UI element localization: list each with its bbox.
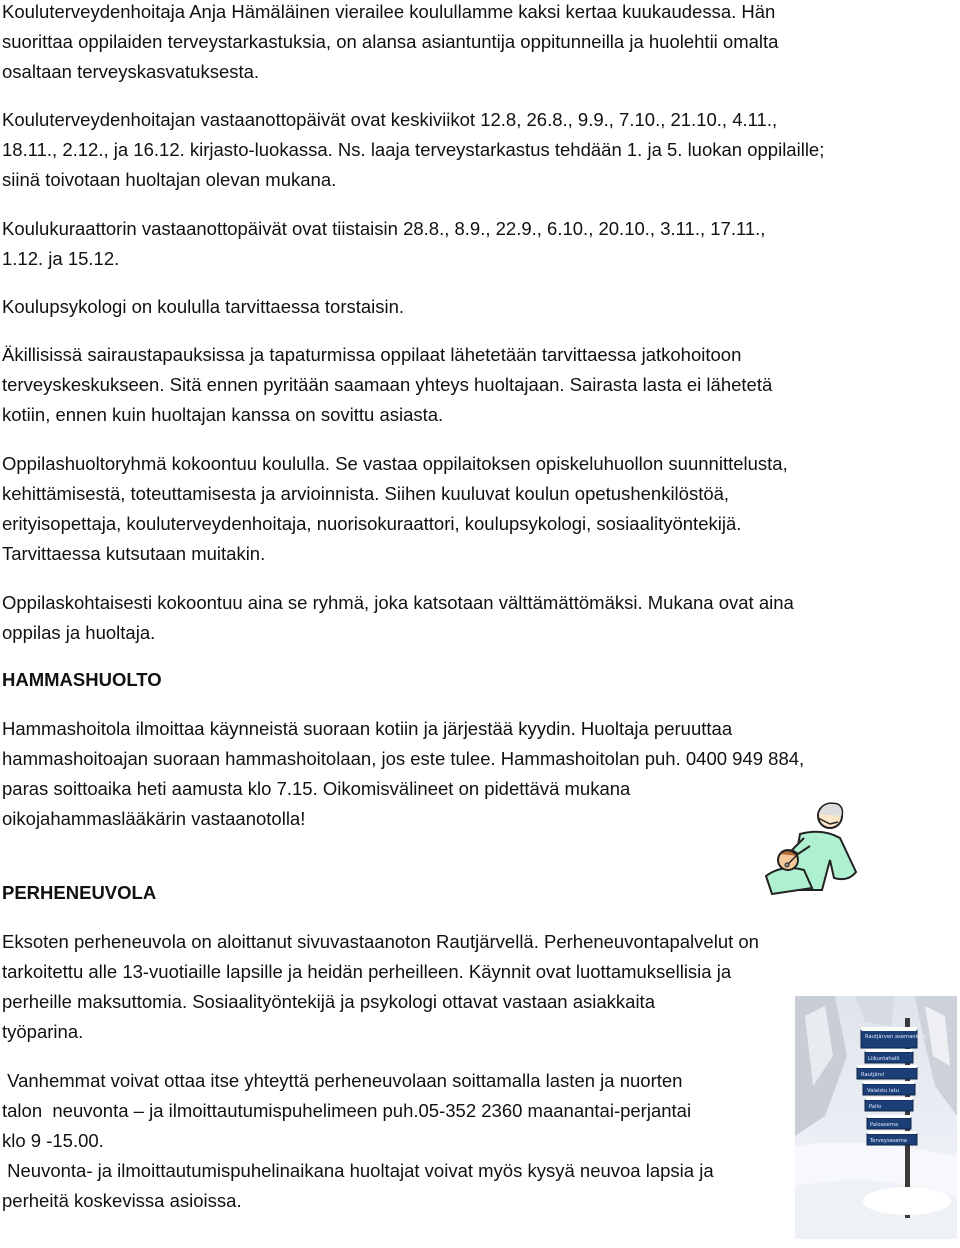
nurse-line: Kouluterveydenhoitajan vastaanottopäivät ovat keskiviikot 12.8, 26.8., 9.9., 7.10., 21.10., 4.11.,	[2, 109, 778, 130]
sign-label: Pallo	[869, 1104, 882, 1110]
dental-line: oikojahammaslääkärin vastaanotolla!	[2, 808, 306, 829]
snowy-signpost-photo-icon	[795, 996, 957, 1239]
intro-line: osaltaan terveyskasvatuksesta.	[2, 61, 260, 82]
family-line: työparina.	[2, 1021, 84, 1042]
family-line: tarkoitettu alle 13-vuotiaille lapsille ja heidän perheilleen. Käynnit ovat luottamuksellisia ja	[2, 961, 732, 982]
dentist-illustration-icon	[752, 798, 864, 902]
family-heading: PERHENEUVOLA	[2, 882, 157, 903]
dental-line: Hammashoitola ilmoittaa käynneistä suoraan kotiin ja järjestää kyydin. Huoltaja peruuttaa	[2, 718, 733, 739]
nurse-line: siinä toivotaan huoltajan olevan mukana.	[2, 169, 337, 190]
intro-line: Kouluterveydenhoitaja Anja Hämäläinen vierailee koulullamme kaksi kertaa kuukaudessa. Hän	[2, 1, 776, 22]
dental-line: paras soittoaika heti aamusta klo 7.15. Oikomisvälineet on pidettävä mukana	[2, 778, 631, 799]
nurse-line: 18.11., 2.12., ja 16.12. kirjasto-luokassa. Ns. laaja terveystarkastus tehdään 1. ja 5. luokan oppilaille;	[2, 139, 825, 160]
group-line: Tarvittaessa kutsutaan muitakin.	[2, 543, 266, 564]
intro-line: suorittaa oppilaiden terveystarkastuksia, on alansa asiantuntija oppitunneilla ja huolehtii omalta	[2, 31, 779, 52]
student-group-line: oppilas ja huoltaja.	[2, 622, 156, 643]
sign-label: Valaistu latu	[867, 1088, 900, 1094]
emergency-line: Äkillisissä sairaustapauksissa ja tapaturmissa oppilaat lähetetään tarvittaessa jatkohoitoon	[2, 344, 742, 365]
sign-label: Rautjärvi	[861, 1072, 885, 1078]
student-group-line: Oppilaskohtaisesti kokoontuu aina se ryhmä, joka katsotaan välttämättömäksi. Mukana ovat aina	[2, 592, 794, 613]
group-line: erityisopettaja, kouluterveydenhoitaja, nuorisokuraattori, koulupsykologi, sosiaalityöntekijä.	[2, 513, 742, 534]
group-line: kehittämisestä, toteuttamisesta ja arvioinnista. Siihen kuuluvat koulun opetushenkilöstöä,	[2, 483, 730, 504]
dental-heading: HAMMASHUOLTO	[2, 669, 162, 690]
curator-line: 1.12. ja 15.12.	[2, 248, 120, 269]
phone-line: perheitä koskevissa asioissa.	[2, 1190, 242, 1211]
phone-line: Neuvonta- ja ilmoittautumispuhelinaikana huoltajat voivat myös kysyä neuvoa lapsia ja	[2, 1160, 714, 1181]
parents-line: klo 9 -15.00.	[2, 1130, 104, 1151]
parents-line: talon neuvonta – ja ilmoittautumispuhelimeen puh.05-352 2360 maanantai-perjantai	[2, 1100, 692, 1121]
group-line: Oppilashuoltoryhmä kokoontuu koululla. Se vastaa oppilaitoksen opiskeluhuollon suunnittelusta,	[2, 453, 788, 474]
dental-line: hammashoitoajan suoraan hammashoitolaan, jos este tulee. Hammashoitolan puh. 0400 949 884,	[2, 748, 805, 769]
sign-label: Terveysasema	[870, 1138, 907, 1144]
sign-label: Liikuntahalli	[868, 1056, 900, 1062]
sign-label: Rautjärven asemankylä	[865, 1034, 927, 1040]
sign-label: Paloasema	[870, 1122, 898, 1128]
family-line: Eksoten perheneuvola on aloittanut sivuvastaanoton Rautjärvellä. Perheneuvontapalvelut on	[2, 931, 759, 952]
family-line: perheille maksuttomia. Sosiaalityöntekijä ja psykologi ottavat vastaan asiakkaita	[2, 991, 655, 1012]
emergency-line: terveyskeskukseen. Sitä ennen pyritään saamaan yhteys huoltajaan. Sairasta lasta ei lähetetä	[2, 374, 773, 395]
parents-line: Vanhemmat voivat ottaa itse yhteyttä perheneuvolaan soittamalla lasten ja nuorten	[2, 1070, 683, 1091]
psychologist-line: Koulupsykologi on koululla tarvittaessa torstaisin.	[2, 296, 405, 317]
emergency-line: kotiin, ennen kuin huoltajan kanssa on sovittu asiasta.	[2, 404, 444, 425]
curator-line: Koulukuraattorin vastaanottopäivät ovat tiistaisin 28.8., 8.9., 22.9., 6.10., 20.10., 3.11., 17.11.,	[2, 218, 766, 239]
